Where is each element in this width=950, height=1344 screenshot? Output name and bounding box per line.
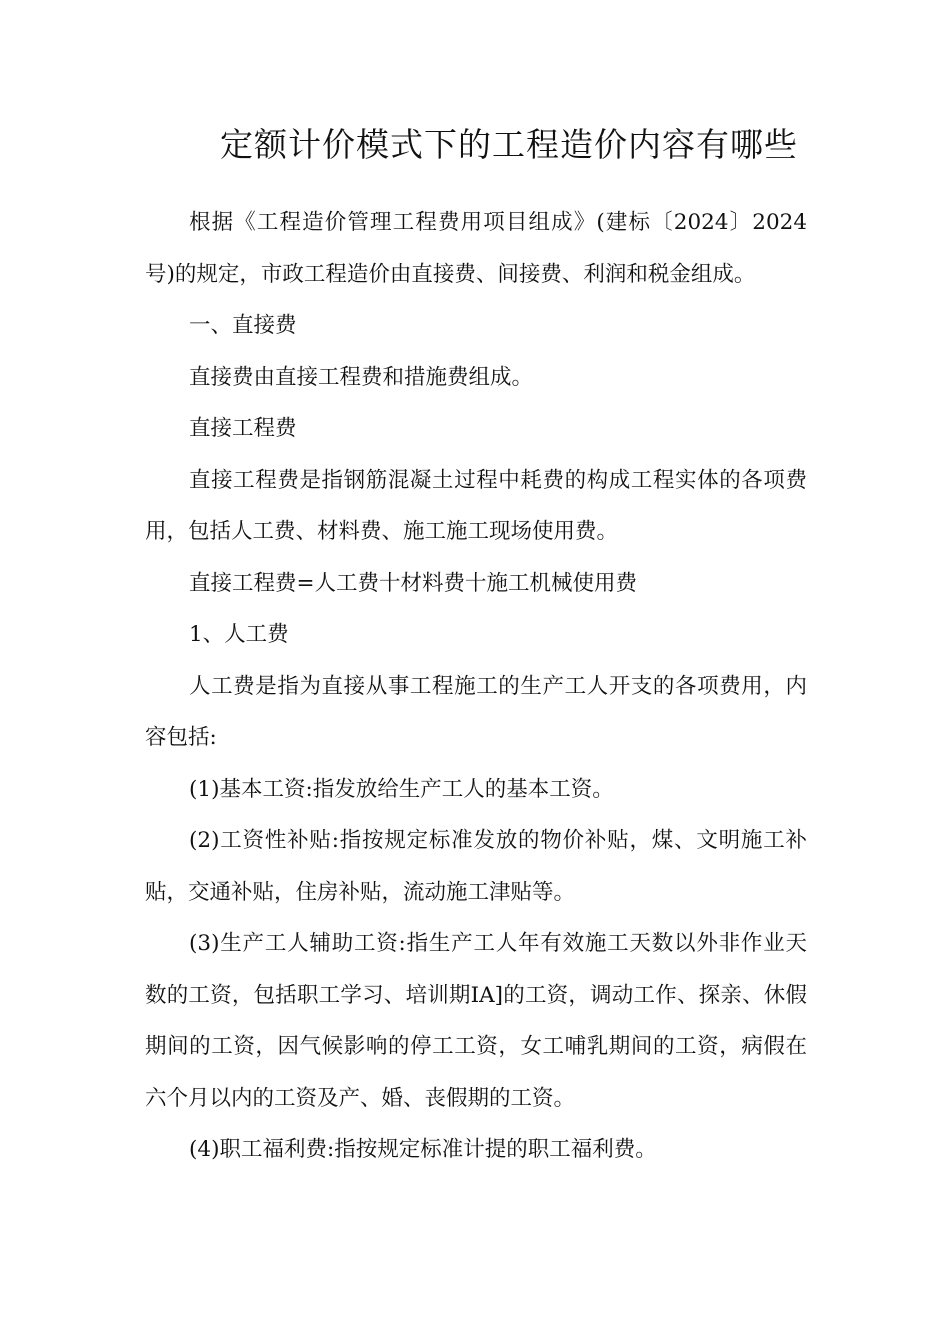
paragraph-direct-engineering-cost-definition: 直接工程费是指钢筋混凝土过程中耗费的构成工程实体的各项费用，包括人工费、材料费、施工施工现场使用费。: [145, 467, 807, 544]
subheading-labor-cost: 1、人工费: [189, 622, 289, 647]
document-title: 定额计价模式下的工程造价内容有哪些: [220, 125, 798, 164]
subheading-direct-engineering-cost: 直接工程费: [189, 416, 297, 441]
list-item-auxiliary-wage: (3)生产工人辅助工资:指生产工人年有效施工天数以外非作业天数的工资，包括职工学习、培训期IA]的工资，调动工作、探亲、休假期间的工资，因气候影响的停工工资，女工哺乳期间的工资，病假在六个月以内的工资及产、婚、丧假期的工资。: [145, 931, 807, 1111]
list-item-welfare: (4)职工福利费:指按规定标准计提的职工福利费。: [189, 1137, 657, 1162]
paragraph-intro: 根据《工程造价管理工程费用项目组成》(建标〔2024〕2024号)的规定，市政工程造价由直接费、间接费、利润和税金组成。: [145, 210, 807, 287]
paragraph-labor-cost-definition: 人工费是指为直接从事工程施工的生产工人开支的各项费用，内容包括:: [145, 673, 807, 750]
paragraph-direct-cost-composition: 直接费由直接工程费和措施费组成。: [189, 364, 534, 390]
list-item-wage-allowance: (2)工资性补贴:指按规定标准发放的物价补贴，煤、文明施工补贴，交通补贴，住房补贴，流动施工津贴等。: [145, 828, 807, 905]
heading-direct-cost: 一、直接费: [189, 313, 297, 338]
document-body: [145, 197, 807, 1176]
list-item-basic-wage: (1)基本工资:指发放给生产工人的基本工资。: [189, 776, 614, 802]
formula-direct-engineering-cost: 直接工程费=人工费十材料费十施工机械使用费: [189, 570, 638, 596]
